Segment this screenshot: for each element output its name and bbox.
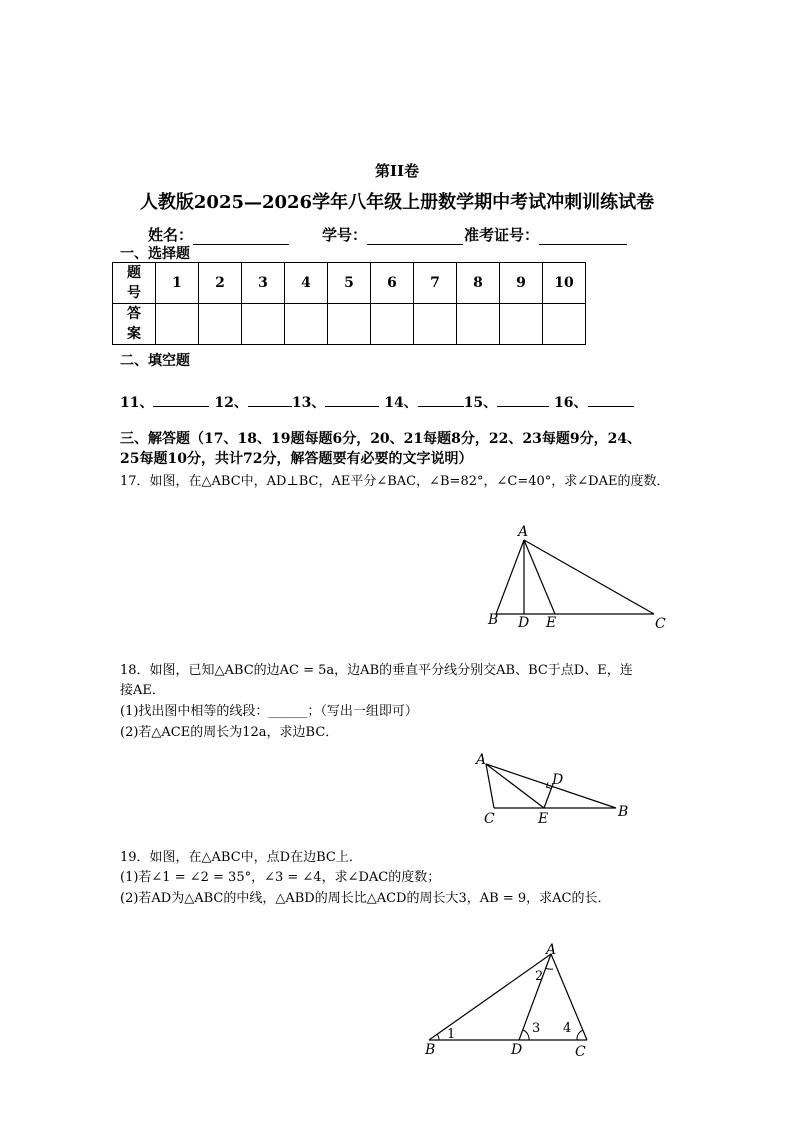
label-E: E <box>546 615 557 631</box>
section1-heading: 一、选择题 <box>120 246 190 262</box>
question-number: 9 <box>500 263 543 304</box>
angle-1-label: 1 <box>447 1027 456 1042</box>
answer-cell[interactable] <box>156 304 199 345</box>
question-19-figure <box>415 938 605 1060</box>
label-A: A <box>546 942 557 958</box>
answer-cell[interactable] <box>285 304 328 345</box>
question-19-line1: 19．如图，在△ABC中，点D在边BC上． <box>120 850 362 865</box>
label-B: B <box>488 612 499 628</box>
question-18-line2: 接AE． <box>120 683 165 698</box>
question-17-figure <box>480 522 680 634</box>
label-A: A <box>476 752 487 768</box>
question-number: 7 <box>414 263 457 304</box>
blank-label-14: 14、 <box>384 395 418 411</box>
answer-blank-12[interactable] <box>248 394 292 407</box>
question-18-part2: (2)若△ACE的周长为12a，求边BC． <box>120 725 339 740</box>
answer-cell[interactable] <box>500 304 543 345</box>
question-19-part2: (2)若AD为△ABC的中线，△ABD的周长比△ACD的周长大3，AB = 9，求AC的长． <box>120 891 611 906</box>
answer-cell[interactable] <box>414 304 457 345</box>
question-number: 8 <box>457 263 500 304</box>
label-D: D <box>552 772 564 788</box>
label-C: C <box>484 811 495 827</box>
row-header-number: 题 号 <box>113 263 156 304</box>
answer-cell[interactable] <box>543 304 586 345</box>
question-number: 2 <box>199 263 242 304</box>
angle-4-label: 4 <box>563 1021 572 1036</box>
question-number: 3 <box>242 263 285 304</box>
answer-cell[interactable] <box>457 304 500 345</box>
question-number: 5 <box>328 263 371 304</box>
question-number: 1 <box>156 263 199 304</box>
angle-3-label: 3 <box>532 1021 541 1036</box>
label-C: C <box>655 616 666 632</box>
blank-label-16: 16、 <box>554 395 588 411</box>
id-label: 学号： <box>322 226 368 244</box>
answer-table <box>112 262 586 345</box>
volume-heading: 第II卷 <box>374 162 420 180</box>
exam-title: 人教版2025—2026学年八年级上册数学期中考试冲刺训练试卷 <box>139 192 655 213</box>
answer-cell[interactable] <box>199 304 242 345</box>
blank-label-15: 15、 <box>463 395 498 411</box>
id-blank[interactable] <box>367 230 463 245</box>
answer-cell[interactable] <box>371 304 414 345</box>
label-C: C <box>575 1044 586 1060</box>
row-header-answer: 答 案 <box>113 304 156 345</box>
answer-blank-15[interactable] <box>497 394 549 407</box>
exam-number-blank[interactable] <box>539 230 627 245</box>
answer-cell[interactable] <box>242 304 285 345</box>
section2-heading: 二、填空题 <box>120 353 190 369</box>
label-B: B <box>425 1042 436 1058</box>
answer-blank-13[interactable] <box>325 394 379 407</box>
question-18-figure <box>470 750 640 830</box>
section3-heading-line1: 三、解答题（17、18、19题每题6分，20、21每题8分，22、23每题9分，24、 <box>120 431 642 447</box>
answer-blank-14[interactable] <box>418 394 464 407</box>
name-field[interactable] <box>148 224 289 245</box>
name-blank[interactable] <box>193 230 289 245</box>
section3-heading-line2: 25每题10分，共计72分，解答题要有必要的文字说明） <box>120 451 473 467</box>
answer-cell[interactable] <box>328 304 371 345</box>
label-D: D <box>518 615 530 631</box>
blank-label-12: 12、 <box>214 395 248 411</box>
label-A: A <box>518 524 529 540</box>
question-19-part1: (1)若∠1 = ∠2 = 35°，∠3 = ∠4，求∠DAC的度数； <box>120 870 441 885</box>
table-row <box>113 263 586 304</box>
blank-label-11: 11、 <box>120 395 154 411</box>
question-18-part1: (1)找出图中相等的线段：______；（写出一组即可） <box>120 704 418 719</box>
label-E: E <box>538 811 549 827</box>
answer-blank-16[interactable] <box>588 394 634 407</box>
question-number: 4 <box>285 263 328 304</box>
name-label: 姓名： <box>148 226 194 244</box>
label-B: B <box>618 804 629 820</box>
fill-blank-row <box>120 392 634 412</box>
blank-label-13: 13、 <box>291 395 326 411</box>
label-D: D <box>511 1042 523 1058</box>
answer-blank-11[interactable] <box>153 394 209 407</box>
question-number: 10 <box>543 263 586 304</box>
question-18-line1: 18．如图，已知△ABC的边AC = 5a，边AB的垂直平分线分别交AB、BC于点D、E，连 <box>120 663 633 678</box>
angle-2-label: 2 <box>535 969 544 984</box>
question-number: 6 <box>371 263 414 304</box>
table-row <box>113 304 586 345</box>
exam-number-field[interactable] <box>464 224 627 245</box>
question-17-text: 17．如图，在△ABC中，AD⊥BC，AE平分∠BAC，∠B=82°，∠C=40°，求∠DAE的度数． <box>120 474 670 489</box>
exam-number-label: 准考证号： <box>464 226 540 244</box>
id-field[interactable] <box>322 224 463 245</box>
